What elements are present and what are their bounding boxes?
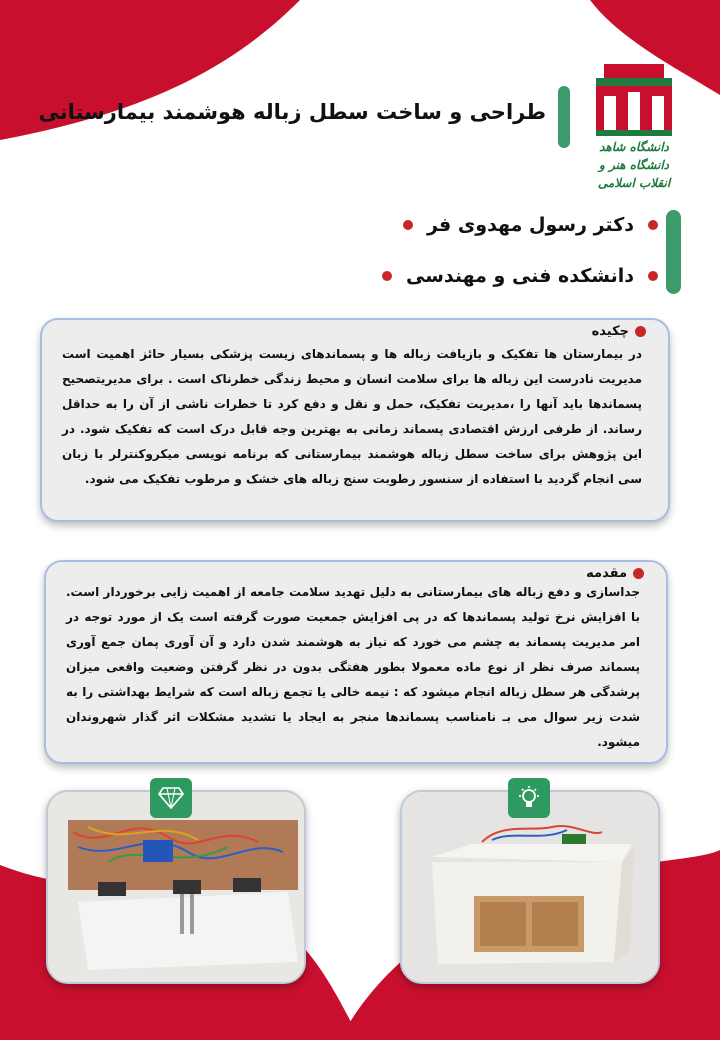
- bullet-dot: [382, 271, 392, 281]
- logo-line1: دانشگاه شاهد: [599, 140, 669, 154]
- lightbulb-badge: [508, 778, 550, 818]
- bullet-dot: [403, 220, 413, 230]
- intro-heading-text: مقدمه: [586, 566, 627, 581]
- author-name: دکتر رسول مهدوی فر: [426, 214, 634, 236]
- author-line: [403, 214, 658, 236]
- page-title: طراحی و ساخت سطل زباله هوشمند بیمارستانی: [38, 100, 546, 124]
- abstract-heading-text: چکیده: [591, 324, 629, 339]
- logo-text: [584, 138, 684, 192]
- photo-bin-prototype: [400, 790, 660, 984]
- title-accent-bar: [558, 86, 570, 148]
- photo-sensors: [46, 790, 306, 984]
- heading-dot: [633, 568, 644, 579]
- diamond-icon: [158, 787, 184, 809]
- heading-dot: [635, 326, 646, 337]
- title-block: [38, 86, 570, 148]
- bullet-dot: [648, 271, 658, 281]
- faculty-name: دانشکده فنی و مهندسی: [406, 265, 634, 287]
- abstract-text: در بیمارستان ها تفکیک و بازیافت زباله ها و پسماندهای زیست پزشکی بسیار حائز اهمیت است مدیریت نادرست این زباله ها برای سلامت انسان و محیط زندگی خطرناک است . برای مدیریتصحیح پسماندها باید آنها را ،مدیریت تفکیک، حمل و نقل و دفع کرد تا خطرات ناشی از آن را به حداقل رساند. از طرفی ارزش اقتصادی پسماند زمانی به بهترین وجه قابل درک است که تفکیک شود. در این پژوهش برای ساخت سطل زباله هوشمند بیمارستانی که برنامه نویسی میکروکنترلر با زبان سی انجام گردید با استفاده از سنسور رطوبت سنج زباله های خشک و مرطوب تفکیک می شود.: [62, 347, 642, 486]
- bullet-dot: [648, 220, 658, 230]
- sensor-wiring-photo: [48, 792, 304, 982]
- lightbulb-icon: [516, 785, 542, 811]
- abstract-heading: [592, 324, 646, 339]
- intro-card: [44, 560, 668, 764]
- intro-text: جداسازی و دفع زباله های بیمارستانی به دلیل تهدید سلامت جامعه از اهمیت زایی برخوردار است. با افزایش نرخ تولید پسماندها که در پی افزایش جمعیت صورت گرفته است یک از مورد توجه در امر مدیریت پسماند به چشم می خورد که نیاز به هوشمند شدن دارد و آن آوری پمان جمع آوری پسماند صرف نظر از نوع ماده معمولا بطور هفتگی بدون در نظر گرفتن وضعیت واقعی میزان پرشدگی هر سطل زباله انجام میشود که : نیمه خالی یا تجمع زباله است که شرایط بهداشتی را به شدت زیر سوال می بـ نامناسب پسماندها منجر به ایجاد یا تشدید مشکلات اثر گذار شهروندان میشود.: [66, 585, 640, 749]
- faculty-line: [382, 265, 658, 287]
- abstract-card: [40, 318, 670, 522]
- logo-line2: دانشگاه هنر و انقلاب اسلامی: [597, 158, 671, 190]
- intro-heading: [586, 566, 644, 581]
- diamond-badge: [150, 778, 192, 818]
- bin-prototype-photo: [402, 792, 658, 982]
- meta-accent-bar: [666, 210, 681, 294]
